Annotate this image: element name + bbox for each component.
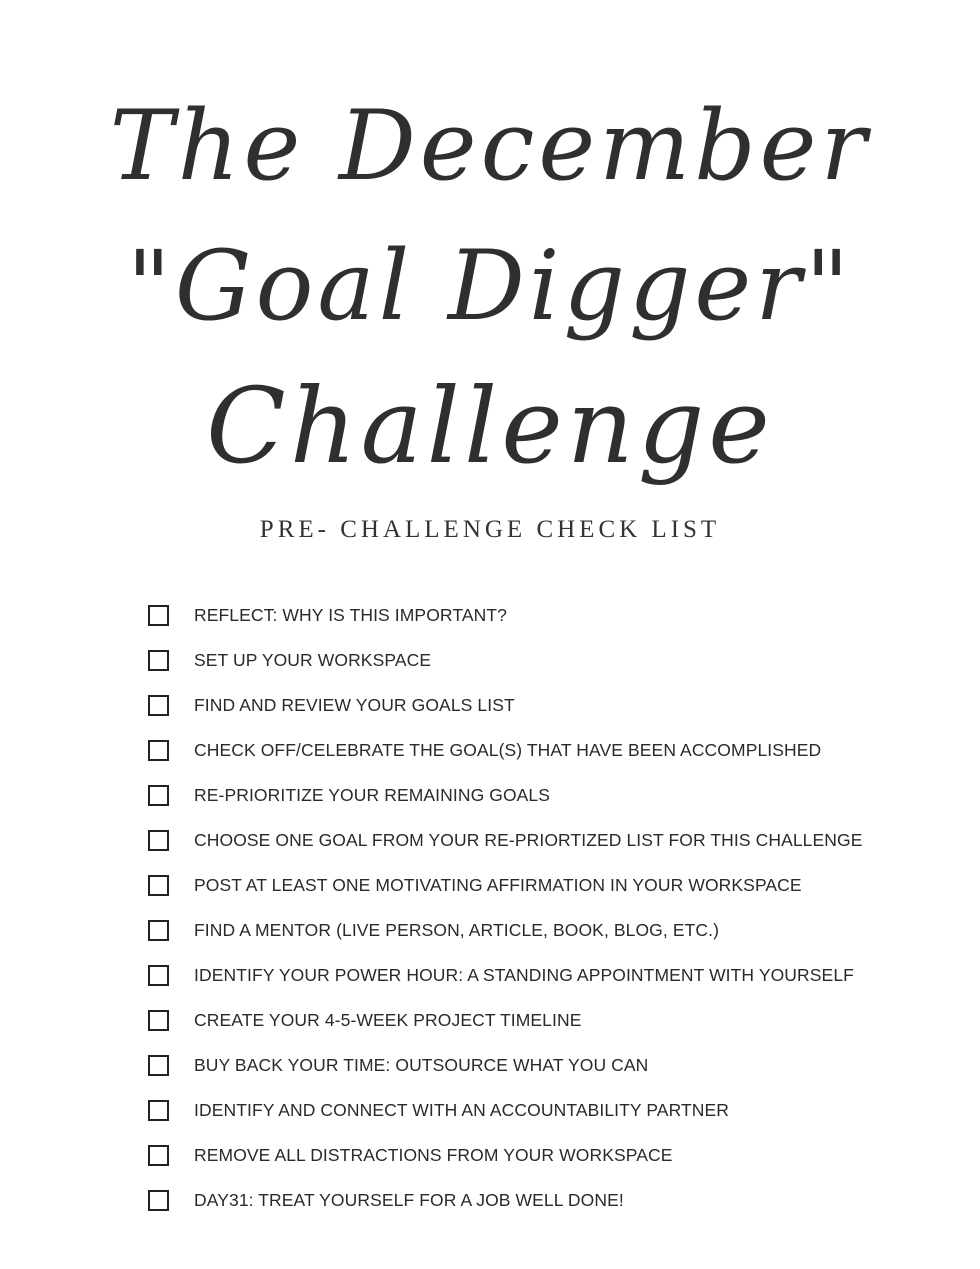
- checkbox[interactable]: [148, 830, 169, 851]
- title-line-2: "Goal Digger": [126, 230, 854, 342]
- checklist-item: [148, 593, 948, 638]
- checkbox[interactable]: [148, 785, 169, 806]
- page-subtitle: PRE- CHALLENGE CHECK LIST: [259, 516, 721, 543]
- checklist-item: [148, 728, 948, 773]
- checklist-item: [148, 1178, 948, 1223]
- checkbox[interactable]: [148, 740, 169, 761]
- checklist-item: [148, 773, 948, 818]
- checklist-item-label: IDENTIFY AND CONNECT WITH AN ACCOUNTABILITY PARTNER: [194, 1100, 730, 1120]
- checkbox[interactable]: [148, 1190, 169, 1211]
- checklist-item-label: FIND AND REVIEW YOUR GOALS LIST: [194, 695, 515, 715]
- checkbox[interactable]: [148, 965, 169, 986]
- checklist-item: [148, 683, 948, 728]
- checkbox[interactable]: [148, 650, 169, 671]
- checkbox[interactable]: [148, 605, 169, 626]
- checklist-item-label: IDENTIFY YOUR POWER HOUR: A STANDING APPOINTMENT WITH YOURSELF: [194, 965, 854, 985]
- checklist-item-label: CHECK OFF/CELEBRATE THE GOAL(S) THAT HAVE BEEN ACCOMPLISHED: [194, 740, 822, 760]
- checklist-item: [148, 1133, 948, 1178]
- checkbox[interactable]: [148, 1055, 169, 1076]
- page-title: [0, 70, 980, 487]
- checklist-item: [148, 1088, 948, 1133]
- checklist-item-label: SET UP YOUR WORKSPACE: [194, 650, 432, 670]
- checkbox[interactable]: [148, 920, 169, 941]
- checkbox[interactable]: [148, 695, 169, 716]
- checkbox[interactable]: [148, 875, 169, 896]
- title-line-3: Challenge: [206, 365, 774, 487]
- checklist-item: [148, 863, 948, 908]
- checklist-item: [148, 638, 948, 683]
- checkbox[interactable]: [148, 1145, 169, 1166]
- checklist-item-label: REMOVE ALL DISTRACTIONS FROM YOUR WORKSPACE: [194, 1145, 673, 1165]
- checklist-item: [148, 818, 948, 863]
- checkbox[interactable]: [148, 1100, 169, 1121]
- checklist-item-label: CREATE YOUR 4-5-WEEK PROJECT TIMELINE: [194, 1010, 582, 1030]
- checklist-item-label: CHOOSE ONE GOAL FROM YOUR RE-PRIORTIZED LIST FOR THIS CHALLENGE: [194, 830, 863, 850]
- checklist-item: [148, 908, 948, 953]
- checklist: [148, 593, 948, 1223]
- checklist-item: [148, 998, 948, 1043]
- checklist-item: [148, 953, 948, 998]
- checklist-item-label: DAY31: TREAT YOURSELF FOR A JOB WELL DONE!: [194, 1190, 624, 1210]
- checklist-item-label: FIND A MENTOR (LIVE PERSON, ARTICLE, BOOK, BLOG, ETC.): [194, 920, 720, 940]
- checklist-item-label: POST AT LEAST ONE MOTIVATING AFFIRMATION IN YOUR WORKSPACE: [194, 875, 802, 895]
- checklist-item: [148, 1043, 948, 1088]
- checklist-item-label: RE-PRIORITIZE YOUR REMAINING GOALS: [194, 785, 551, 805]
- checklist-item-label: REFLECT: WHY IS THIS IMPORTANT?: [194, 605, 507, 625]
- checklist-item-label: BUY BACK YOUR TIME: OUTSOURCE WHAT YOU CAN: [194, 1055, 649, 1075]
- checkbox[interactable]: [148, 1010, 169, 1031]
- title-line-1: The December: [109, 90, 871, 202]
